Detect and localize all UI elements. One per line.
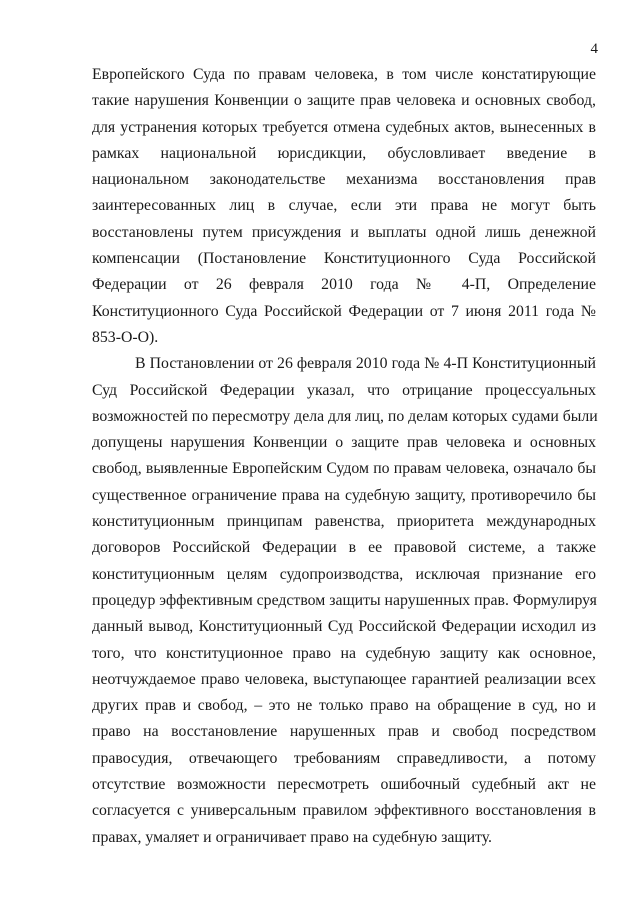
text-line: 853-О-О). xyxy=(92,328,159,346)
page-number: 4 xyxy=(590,41,598,57)
text-line: заинтересованных лиц в случае, если эти права не могут быть xyxy=(92,197,596,215)
text-line: национальном законодательстве механизма восстановления прав xyxy=(92,171,596,189)
text-line: восстановлены путем присуждения и выплаты одной лишь денежной xyxy=(92,223,596,241)
text-line: такие нарушения Конвенции о защите прав человека и основных свобод, xyxy=(92,92,596,110)
text-line: конституционным целям судопроизводства, исключая признание его xyxy=(92,565,596,583)
text-line: правах, умаляет и ограничивает право на судебную защиту. xyxy=(92,828,492,846)
text-line: согласуется с универсальным правилом эффективного восстановления в xyxy=(92,802,596,820)
text-line: Конституционного Суда Российской Федерации от 7 июня 2011 года № xyxy=(92,302,596,320)
text-line: В Постановлении от 26 февраля 2010 года № 4-П Конституционный xyxy=(135,355,596,373)
paragraph xyxy=(92,62,596,351)
paragraph xyxy=(92,351,596,851)
text-line: для устранения которых требуется отмена судебных актов, вынесенных в xyxy=(92,118,596,136)
text-line: право на восстановление нарушенных прав и свобод посредством xyxy=(92,723,596,741)
text-line: договоров Российской Федерации в ее правовой системе, а также xyxy=(92,539,596,557)
text-line: возможностей по пересмотру дела для лиц, по делам которых судами были xyxy=(92,407,598,425)
text-line: Суд Российской Федерации указал, что отрицание процессуальных xyxy=(92,381,596,399)
text-line: неотчуждаемое право человека, выступающее гарантией реализации всех xyxy=(92,670,596,688)
text-line: данный вывод, Конституционный Суд Российской Федерации исходил из xyxy=(92,618,596,636)
text-line: допущены нарушения Конвенции о защите прав человека и основных xyxy=(92,434,596,452)
text-line: рамках национальной юрисдикции, обусловливает введение в xyxy=(92,144,596,162)
text-line: других прав и свобод, – это не только право на обращение в суд, но и xyxy=(92,697,596,715)
document-body xyxy=(92,62,596,851)
text-line: Федерации от 26 февраля 2010 года № 4-П, Определение xyxy=(92,276,596,294)
text-line: компенсации (Постановление Конституционного Суда Российской xyxy=(92,250,596,268)
text-line: правосудия, отвечающего требованиям справедливости, а потому xyxy=(92,749,596,767)
text-line: конституционным принципам равенства, приоритета международных xyxy=(92,513,596,531)
text-line: свобод, выявленные Европейским Судом по правам человека, означало бы xyxy=(92,460,596,478)
text-line: существенное ограничение права на судебную защиту, противоречило бы xyxy=(92,486,596,504)
text-line: процедур эффективным средством защиты нарушенных прав. Формулируя xyxy=(92,591,597,609)
text-line: отсутствие возможности пересмотреть ошибочный судебный акт не xyxy=(92,776,596,794)
text-line: того, что конституционное право на судебную защиту как основное, xyxy=(92,644,596,662)
text-line: Европейского Суда по правам человека, в том числе констатирующие xyxy=(92,66,596,83)
